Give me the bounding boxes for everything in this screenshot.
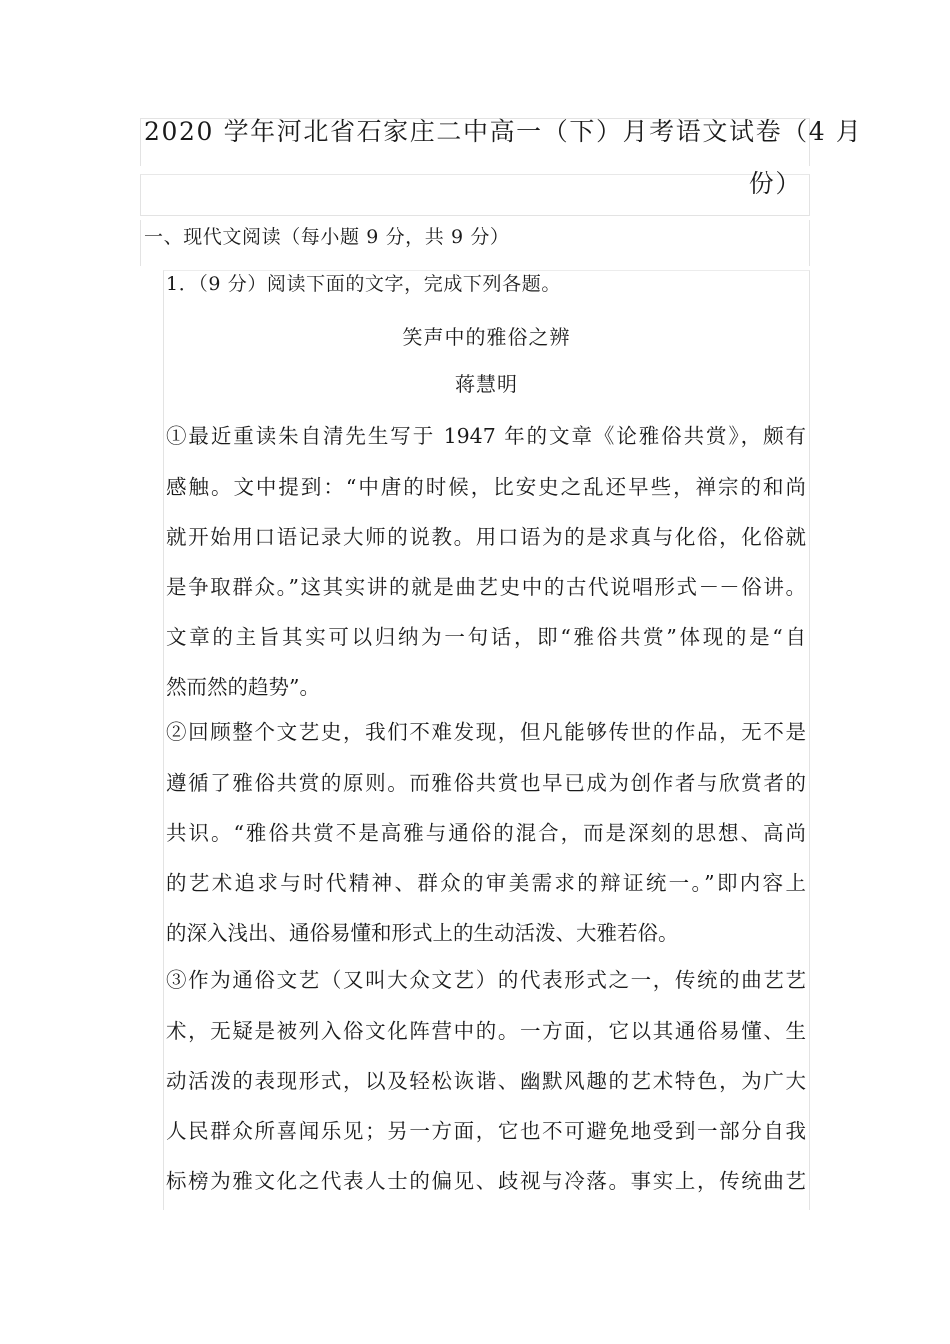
essay-line: 术，无疑是被列入俗文化阵营中的。一方面，它以其通俗易懂、生	[166, 1019, 806, 1043]
essay-line: 是争取群众。”这其实讲的就是曲艺史中的古代说唱形式－－俗讲。	[166, 575, 806, 599]
essay-line: ③作为通俗文艺（又叫大众文艺）的代表形式之一，传统的曲艺艺	[166, 968, 806, 992]
exam-title-line-1: 2020 学年河北省石家庄二中高一（下）月考语文试卷（4 月	[144, 117, 863, 146]
essay-line: ①最近重读朱自清先生写于 1947 年的文章《论雅俗共赏》，颇有	[166, 424, 806, 448]
essay-title: 笑声中的雅俗之辨	[402, 325, 571, 349]
exam-title-line-2: 份）	[748, 169, 802, 198]
section-heading: 一、现代文阅读（每小题 9 分，共 9 分）	[144, 226, 510, 248]
essay-line: 遵循了雅俗共赏的原则。而雅俗共赏也早已成为创作者与欣赏者的	[166, 771, 806, 795]
essay-line: 的深入浅出、通俗易懂和形式上的生动活泼、大雅若俗。	[166, 921, 679, 945]
essay-line: 感触。文中提到：“中唐的时候，比安史之乱还早些，禅宗的和尚	[166, 475, 806, 499]
essay-line: 然而然的趋势”。	[166, 675, 320, 699]
question-prompt: 1．（9 分）阅读下面的文字，完成下列各题。	[166, 273, 561, 295]
essay-line: 共识。“雅俗共赏不是高雅与通俗的混合，而是深刻的思想、高尚	[166, 821, 806, 845]
essay-line: 文章的主旨其实可以归纳为一句话，即“雅俗共赏”体现的是“自	[166, 625, 806, 649]
essay-line: ②回顾整个文艺史，我们不难发现，但凡能够传世的作品，无不是	[166, 720, 806, 744]
essay-line: 标榜为雅文化之代表人士的偏见、歧视与冷落。事实上，传统曲艺	[166, 1169, 806, 1193]
essay-author: 蒋慧明	[455, 372, 518, 396]
essay-line: 的艺术追求与时代精神、群众的审美需求的辩证统一。”即内容上	[166, 871, 806, 895]
essay-line: 就开始用口语记录大师的说教。用口语为的是求真与化俗，化俗就	[166, 525, 806, 549]
essay-line: 动活泼的表现形式，以及轻松诙谐、幽默风趣的艺术特色，为广大	[166, 1069, 806, 1093]
essay-line: 人民群众所喜闻乐见；另一方面，它也不可避免地受到一部分自我	[166, 1119, 806, 1143]
